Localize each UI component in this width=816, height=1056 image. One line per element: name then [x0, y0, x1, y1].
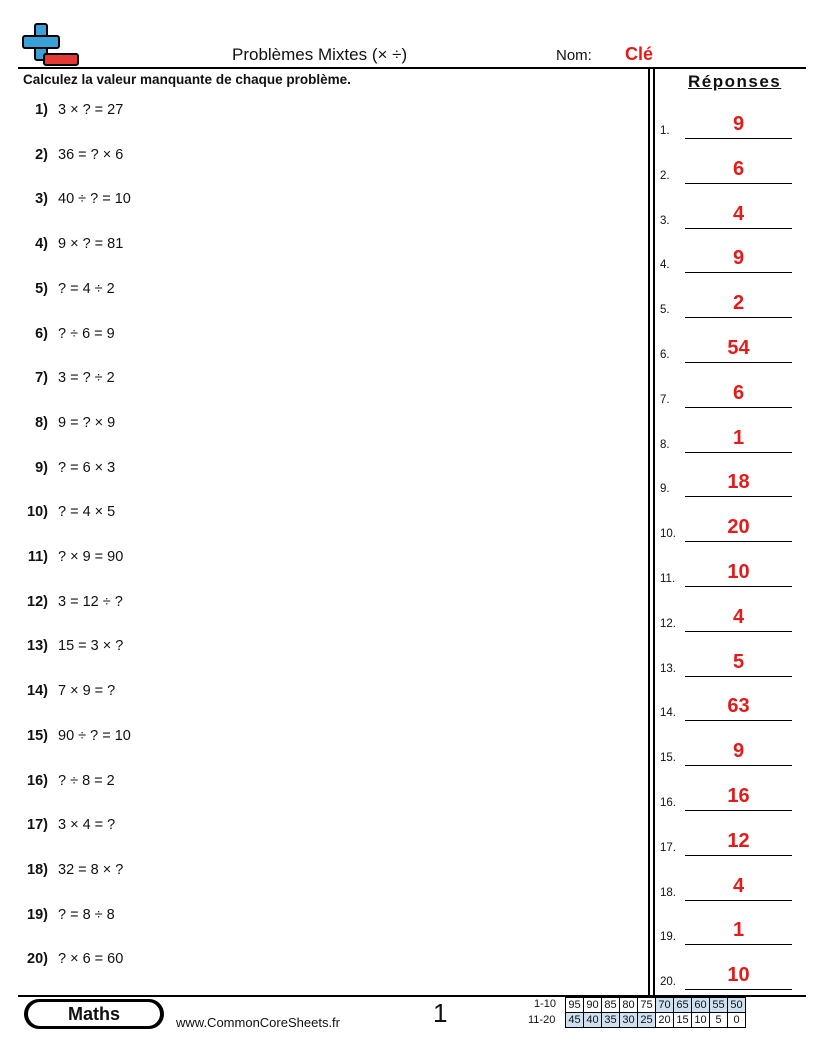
problem-item: [22, 817, 115, 833]
problem-item: [22, 683, 115, 699]
answer-item: [660, 919, 792, 945]
answer-number: 20.: [660, 976, 676, 989]
problem-text: ? = 8 ÷ 8: [58, 906, 115, 923]
problem-item: [22, 415, 115, 431]
answer-number: 1.: [660, 125, 670, 137]
answer-item: [660, 875, 792, 901]
answer-line: [685, 362, 792, 363]
problem-number: 5): [35, 280, 48, 297]
problem-number: 8): [35, 414, 48, 431]
answer-number: 19.: [660, 931, 676, 944]
problem-item: [22, 326, 115, 342]
score-cell: 20: [656, 1013, 674, 1028]
answer-item: [660, 427, 792, 453]
answer-number: 5.: [660, 304, 670, 317]
answer-line: [685, 452, 792, 453]
problem-text: 3 × 4 = ?: [58, 817, 116, 834]
answer-value: 1: [732, 426, 745, 449]
answer-line: [685, 586, 792, 587]
answer-number: 7.: [660, 393, 670, 406]
score-cell: 70: [656, 998, 674, 1013]
problem-number: 16): [27, 772, 48, 789]
answer-line: [685, 855, 792, 856]
problem-text: 40 ÷ ? = 10: [58, 191, 131, 208]
page-title: Problèmes Mixtes (× ÷): [232, 45, 408, 64]
score-cell: 0: [728, 1013, 746, 1028]
answer-number: 12.: [660, 617, 676, 630]
answer-number: 16.: [660, 797, 676, 809]
answer-line: [685, 765, 792, 766]
name-value: Clé: [625, 44, 654, 64]
problem-number: 10): [27, 504, 48, 521]
problem-text: ? × 9 = 90: [58, 549, 124, 565]
answer-number: 18.: [660, 886, 676, 899]
answer-number: 3.: [660, 214, 670, 227]
problem-text: 15 = 3 × ?: [58, 638, 124, 655]
problem-number: 20): [27, 951, 48, 968]
brand-label: Maths: [28, 1002, 160, 1026]
answer-number: 17.: [660, 841, 676, 854]
answer-value: 4: [732, 874, 745, 897]
answer-number: 15.: [660, 752, 676, 765]
problem-text: 7 × 9 = ?: [58, 683, 116, 700]
answer-item: [660, 203, 792, 229]
answer-line: [685, 183, 792, 184]
answer-line: [685, 944, 792, 945]
problem-text: 90 ÷ ? = 10: [58, 727, 131, 744]
problem-number: 6): [35, 325, 48, 342]
score-cell: 60: [692, 998, 710, 1013]
site-url: www.CommonCoreSheets.fr: [176, 1015, 340, 1030]
problem-number: 17): [27, 817, 48, 834]
answer-item: [660, 964, 792, 990]
answer-number: 8.: [660, 438, 670, 451]
problem-number: 15): [27, 727, 48, 744]
problem-number: 14): [27, 683, 48, 700]
problem-item: [22, 191, 131, 207]
answer-line: [685, 810, 792, 811]
problem-number: 11): [27, 549, 48, 565]
answer-number: 4.: [660, 259, 670, 272]
problem-item: [22, 594, 123, 610]
problem-item: [22, 549, 123, 565]
score-cell: 45: [566, 1013, 584, 1028]
score-cell: 5: [710, 1013, 728, 1028]
answer-item: [660, 158, 792, 184]
answer-item: [660, 247, 792, 273]
answer-number: 9.: [660, 483, 670, 496]
answer-item: [660, 695, 792, 721]
problem-number: 1): [35, 102, 48, 118]
answer-value: 18: [727, 471, 750, 494]
score-grid: [565, 997, 746, 1028]
problem-number: 9): [35, 459, 48, 476]
problem-item: [22, 862, 123, 878]
problem-number: 3): [35, 191, 48, 208]
problem-item: [22, 460, 115, 476]
problem-number: 18): [27, 861, 48, 878]
answer-value: 9: [732, 247, 745, 270]
problem-number: 12): [27, 593, 48, 610]
answer-item: [660, 113, 792, 139]
score-cell: 65: [674, 998, 692, 1013]
answer-item: [660, 561, 792, 587]
problem-item: [22, 102, 123, 118]
answer-item: [660, 740, 792, 766]
score-row-label: 11-20: [528, 1014, 556, 1026]
problem-number: 4): [35, 236, 48, 253]
score-row-label: 1-10: [534, 998, 557, 1010]
top-rule: [18, 67, 806, 69]
answer-line: [685, 720, 792, 721]
problem-number: 19): [27, 906, 48, 923]
answer-value: 6: [732, 157, 745, 180]
answer-value: 63: [727, 695, 750, 718]
score-cell: 90: [584, 998, 602, 1013]
problem-text: ? ÷ 8 = 2: [58, 772, 115, 789]
problem-item: [22, 907, 115, 923]
answer-value: 4: [732, 202, 745, 225]
answer-line: [685, 407, 792, 408]
answer-value: 10: [727, 561, 750, 583]
score-cell: 50: [728, 998, 746, 1013]
answer-item: [660, 785, 792, 811]
answer-value: 9: [732, 113, 745, 135]
problem-item: [22, 773, 115, 789]
answer-line: [685, 541, 792, 542]
answer-value: 12: [727, 829, 750, 852]
problem-text: 9 = ? × 9: [58, 414, 116, 431]
answer-value: 20: [727, 516, 750, 539]
answer-line: [685, 138, 792, 139]
answer-line: [685, 272, 792, 273]
problem-item: [22, 728, 131, 744]
problem-text: 3 × ? = 27: [58, 102, 124, 118]
answer-line: [685, 676, 792, 677]
answer-number: 2.: [660, 169, 670, 182]
answers-title: Réponses: [688, 72, 782, 91]
answer-item: [660, 382, 792, 408]
answer-line: [685, 317, 792, 318]
answer-number: 13.: [660, 662, 676, 675]
problem-item: [22, 370, 115, 386]
score-cell: 25: [638, 1013, 656, 1028]
score-cell: 40: [584, 1013, 602, 1028]
problem-text: 9 × ? = 81: [58, 236, 124, 253]
score-cell: 75: [638, 998, 656, 1013]
score-cell: 85: [602, 998, 620, 1013]
problem-text: 36 = ? × 6: [58, 146, 124, 163]
problem-text: 32 = 8 × ?: [58, 861, 124, 878]
answer-item: [660, 516, 792, 542]
problem-text: ? ÷ 6 = 9: [58, 325, 115, 342]
problem-text: 3 = ? ÷ 2: [58, 370, 115, 387]
answer-value: 5: [732, 650, 745, 673]
score-cell: 95: [566, 998, 584, 1013]
answer-value: 16: [727, 785, 750, 807]
answer-item: [660, 471, 792, 497]
answer-item: [660, 292, 792, 318]
answer-line: [685, 989, 792, 990]
answer-line: [685, 631, 792, 632]
score-cell: 30: [620, 1013, 638, 1028]
answer-value: 2: [732, 292, 745, 315]
column-divider: [648, 67, 650, 995]
answer-value: 10: [727, 964, 750, 987]
answer-item: [660, 337, 792, 363]
answer-item: [660, 830, 792, 856]
answer-number: 14.: [660, 707, 676, 720]
problem-number: 7): [35, 370, 48, 387]
answer-value: 9: [732, 740, 745, 763]
score-cell: 35: [602, 1013, 620, 1028]
problem-item: [22, 147, 123, 163]
score-cell: 80: [620, 998, 638, 1013]
problem-item: [22, 951, 123, 967]
problem-text: ? × 6 = 60: [58, 951, 124, 968]
name-label: Nom:: [556, 47, 592, 64]
problem-item: [22, 281, 115, 297]
answer-line: [685, 900, 792, 901]
answer-item: [660, 606, 792, 632]
answer-number: 10.: [660, 528, 676, 541]
answer-value: 4: [732, 605, 745, 628]
answer-value: 6: [732, 381, 745, 404]
page-number: 1: [433, 998, 448, 1028]
problem-number: 13): [27, 638, 48, 655]
problem-text: ? = 4 × 5: [58, 504, 116, 521]
answer-item: [660, 651, 792, 677]
problem-text: ? = 4 ÷ 2: [58, 280, 115, 297]
problem-number: 2): [35, 146, 48, 163]
answer-value: 1: [732, 919, 745, 942]
problem-item: [22, 504, 115, 520]
answer-value: 54: [727, 337, 750, 359]
score-cell: 15: [674, 1013, 692, 1028]
plus-minus-logo-icon: [20, 22, 82, 68]
column-divider: [653, 67, 655, 995]
problem-item: [22, 638, 123, 654]
answer-line: [685, 496, 792, 497]
problem-text: ? = 6 × 3: [58, 459, 116, 476]
answer-number: 6.: [660, 349, 670, 361]
answer-line: [685, 228, 792, 229]
score-cell: 10: [692, 1013, 710, 1028]
answer-number: 11.: [660, 573, 676, 585]
problem-text: 3 = 12 ÷ ?: [58, 593, 123, 610]
score-cell: 55: [710, 998, 728, 1013]
instructions: Calculez la valeur manquante de chaque problème.: [23, 72, 351, 87]
problem-item: [22, 236, 123, 252]
